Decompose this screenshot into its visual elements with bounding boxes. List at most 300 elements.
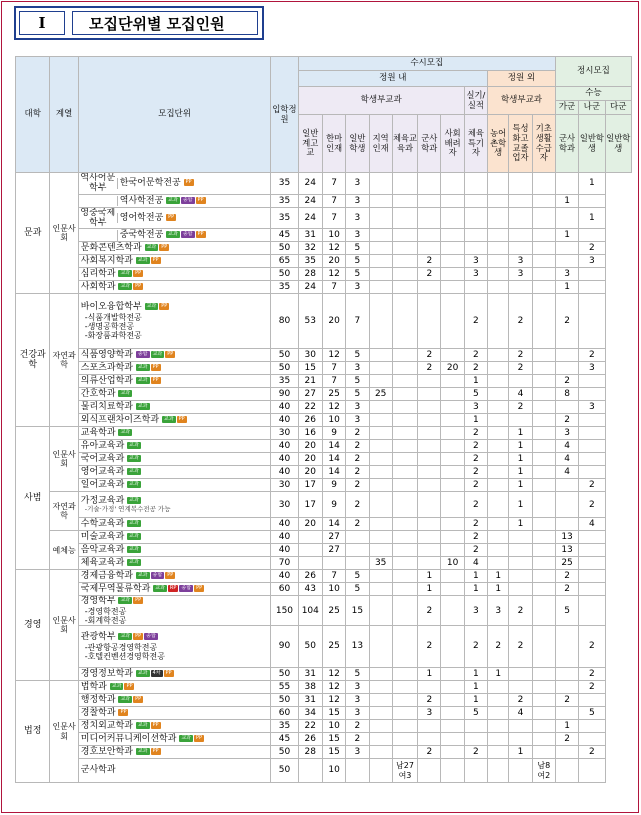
badge-g-icon: 교과 (129, 546, 139, 553)
value-cell (555, 207, 578, 229)
value-cell: 5 (346, 668, 369, 681)
badge-g-icon: 교과 (129, 559, 139, 566)
value-cell: 2 (418, 349, 441, 362)
value-cell: 50 (271, 242, 298, 255)
dept-cell (78, 583, 270, 596)
value-cell (532, 518, 555, 531)
field-cell: 자연과학 (50, 492, 78, 531)
badge-g-icon: 교과 (181, 734, 191, 741)
th-c4: 지역인재 (369, 115, 392, 173)
value-cell: 4 (509, 388, 532, 401)
value-cell: 2 (464, 626, 487, 668)
value-cell: 3 (346, 229, 369, 242)
value-cell: 45 (271, 733, 298, 746)
value-cell (369, 173, 392, 195)
value-cell: 30 (271, 479, 298, 492)
dept-name: 가정교육과 (80, 495, 125, 506)
value-cell: 2 (579, 626, 605, 668)
value-cell (369, 681, 392, 694)
value-cell: 35 (369, 557, 392, 570)
value-cell (555, 349, 578, 362)
value-cell: 2 (418, 596, 441, 626)
badge-g-icon: 교과 (163, 416, 174, 423)
value-cell (579, 466, 605, 479)
value-cell (579, 583, 605, 596)
value-cell (488, 294, 509, 349)
dept-name: 법학과 (80, 681, 107, 692)
value-cell (579, 414, 605, 427)
table-row (16, 733, 632, 746)
value-cell (488, 479, 509, 492)
value-cell: 90 (271, 626, 298, 668)
badge-p-icon: 종합 (152, 572, 163, 579)
value-cell (532, 479, 555, 492)
value-cell: 10 (322, 229, 345, 242)
table-row (16, 453, 632, 466)
dept-cell (78, 479, 270, 492)
dept-cell (78, 414, 270, 427)
badge-g-icon: 교과 (129, 533, 139, 540)
value-cell (441, 681, 464, 694)
value-cell: 2 (418, 362, 441, 375)
dept-cell (78, 375, 270, 388)
value-cell: 10 (441, 557, 464, 570)
value-cell (579, 294, 605, 349)
value-cell: 2 (464, 362, 487, 375)
value-cell (532, 557, 555, 570)
value-cell: 20 (298, 453, 322, 466)
value-cell (464, 281, 487, 294)
value-cell: 2 (555, 694, 578, 707)
value-cell (488, 349, 509, 362)
value-cell: 26 (298, 414, 322, 427)
value-cell (509, 242, 532, 255)
badge-o-icon: PP (135, 695, 142, 702)
th-c7: 사회배려자 (441, 115, 464, 173)
value-cell (392, 173, 417, 195)
value-cell (555, 492, 578, 518)
value-cell: 5 (464, 707, 487, 720)
value-cell: 40 (271, 570, 298, 583)
sub-major: -경영학전공 (84, 606, 127, 616)
value-cell: 27 (322, 544, 345, 557)
value-cell (579, 570, 605, 583)
value-cell (441, 544, 464, 557)
th-c2: 한마인재 (322, 115, 345, 173)
value-cell (488, 733, 509, 746)
value-cell: 3 (464, 255, 487, 268)
value-cell (441, 668, 464, 681)
dept-name: 관광학부 (80, 632, 116, 643)
value-cell: 21 (298, 375, 322, 388)
dept-name: 국어교육과 (80, 454, 125, 465)
value-cell: 3 (555, 427, 578, 440)
th-c1: 일반계고교 (298, 115, 322, 173)
value-cell (488, 242, 509, 255)
value-cell (509, 229, 532, 242)
major-cell (78, 229, 270, 242)
value-cell (369, 531, 392, 544)
value-cell: 3 (464, 596, 487, 626)
value-cell (532, 194, 555, 207)
value-cell: 2 (418, 268, 441, 281)
sub-major: -화장품과학전공 (84, 331, 142, 341)
value-cell (488, 453, 509, 466)
value-cell (532, 349, 555, 362)
th-within: 정원 내 (298, 71, 487, 87)
value-cell: 80 (271, 294, 298, 349)
value-cell (369, 349, 392, 362)
value-cell (392, 294, 417, 349)
value-cell (418, 557, 441, 570)
value-cell (369, 694, 392, 707)
value-cell: 4 (555, 440, 578, 453)
value-cell: 30 (298, 349, 322, 362)
th-outside: 정원 외 (488, 71, 556, 87)
value-cell: 2 (579, 479, 605, 492)
value-cell (322, 557, 345, 570)
value-cell (392, 518, 417, 531)
major-cell (78, 207, 270, 229)
value-cell (441, 294, 464, 349)
value-cell: 53 (298, 294, 322, 349)
badge-g-icon: 교과 (137, 403, 148, 410)
value-cell: 2 (579, 746, 605, 759)
value-cell: 5 (346, 268, 369, 281)
value-cell (555, 759, 578, 783)
badge-o-icon: PP (161, 244, 168, 251)
value-cell: 남27 여3 (392, 759, 417, 783)
value-cell: 2 (346, 492, 369, 518)
dept-cell (78, 626, 270, 668)
dept-name: 음악교육과 (80, 545, 125, 556)
dept-cell (78, 440, 270, 453)
value-cell (369, 362, 392, 375)
value-cell: 10 (322, 414, 345, 427)
badge-o-icon: PP (152, 257, 159, 264)
table-row (16, 229, 632, 242)
value-cell (369, 720, 392, 733)
value-cell (488, 414, 509, 427)
value-cell (532, 694, 555, 707)
value-cell: 60 (271, 707, 298, 720)
value-cell (555, 479, 578, 492)
value-cell: 15 (298, 362, 322, 375)
value-cell: 40 (271, 401, 298, 414)
value-cell (418, 414, 441, 427)
table-row (16, 596, 632, 626)
badge-o-icon: PP (135, 283, 142, 290)
value-cell (392, 557, 417, 570)
table-row (16, 388, 632, 401)
value-cell: 5 (346, 583, 369, 596)
value-cell: 40 (271, 440, 298, 453)
value-cell (392, 746, 417, 759)
value-cell (369, 759, 392, 783)
badge-o-icon: PP (185, 179, 192, 186)
value-cell: 2 (464, 427, 487, 440)
value-cell: 5 (346, 255, 369, 268)
value-cell: 20 (298, 518, 322, 531)
dept-cell (78, 281, 270, 294)
value-cell: 70 (271, 557, 298, 570)
th-group-ga: 가군 (555, 101, 578, 115)
value-cell (392, 479, 417, 492)
dept-cell (78, 294, 270, 349)
value-cell (488, 229, 509, 242)
value-cell: 1 (555, 720, 578, 733)
dept-cell (78, 694, 270, 707)
value-cell (418, 207, 441, 229)
univ-cell: 법정 (16, 681, 50, 783)
dept-cell (78, 668, 270, 681)
value-cell: 14 (322, 453, 345, 466)
value-cell: 50 (271, 362, 298, 375)
value-cell (488, 746, 509, 759)
th-early: 수시모집 (298, 57, 555, 71)
value-cell: 2 (418, 746, 441, 759)
value-cell (555, 401, 578, 414)
value-cell (441, 242, 464, 255)
value-cell (488, 681, 509, 694)
value-cell (579, 733, 605, 746)
value-cell: 5 (346, 570, 369, 583)
value-cell (579, 388, 605, 401)
dept-cell (78, 349, 270, 362)
value-cell (488, 207, 509, 229)
dept-cell (78, 388, 270, 401)
value-cell (441, 570, 464, 583)
value-cell (369, 207, 392, 229)
th-c3: 일반학생 (346, 115, 369, 173)
value-cell: 31 (298, 229, 322, 242)
value-cell (298, 759, 322, 783)
value-cell: 1 (464, 668, 487, 681)
dept-name: 물리치료학과 (80, 402, 133, 413)
value-cell: 1 (418, 570, 441, 583)
value-cell (532, 401, 555, 414)
value-cell: 5 (464, 388, 487, 401)
value-cell: 3 (346, 207, 369, 229)
badge-g-icon: 교과 (137, 377, 148, 384)
value-cell (418, 720, 441, 733)
value-cell: 2 (464, 440, 487, 453)
value-cell: 20 (322, 255, 345, 268)
value-cell: 50 (271, 694, 298, 707)
badge-p-icon: 종합 (137, 351, 148, 358)
value-cell: 22 (298, 720, 322, 733)
value-cell (369, 242, 392, 255)
value-cell: 13 (346, 626, 369, 668)
th-skill: 실기/실적 (464, 87, 487, 115)
value-cell: 40 (271, 453, 298, 466)
badge-o-icon: PP (152, 747, 159, 754)
value-cell (555, 173, 578, 195)
value-cell: 1 (418, 668, 441, 681)
value-cell: 17 (298, 492, 322, 518)
value-cell: 35 (298, 255, 322, 268)
value-cell (392, 362, 417, 375)
dept-name: 교육학과 (80, 428, 116, 439)
value-cell (392, 466, 417, 479)
value-cell: 2 (346, 453, 369, 466)
value-cell (555, 626, 578, 668)
value-cell (488, 707, 509, 720)
value-cell (509, 207, 532, 229)
value-cell: 3 (579, 255, 605, 268)
value-cell: 40 (271, 414, 298, 427)
value-cell (488, 401, 509, 414)
badge-g-icon: 교과 (137, 364, 148, 371)
major-name: 역사학전공 (119, 195, 164, 206)
major-block (117, 230, 270, 240)
value-cell (369, 746, 392, 759)
value-cell: 20 (441, 362, 464, 375)
value-cell: 2 (509, 626, 532, 668)
dept-cell (78, 596, 270, 626)
value-cell: 12 (322, 668, 345, 681)
badge-g-icon: 교과 (146, 244, 157, 251)
value-cell (488, 268, 509, 281)
section-title (14, 6, 264, 40)
value-cell: 27 (322, 531, 345, 544)
value-cell (392, 570, 417, 583)
value-cell (441, 255, 464, 268)
value-cell (441, 349, 464, 362)
value-cell: 3 (346, 362, 369, 375)
dept-cell (78, 255, 270, 268)
dept-name: 경제금융학과 (80, 571, 133, 582)
value-cell (418, 518, 441, 531)
value-cell (392, 668, 417, 681)
badge-g-icon: 교과 (137, 572, 148, 579)
value-cell: 2 (464, 349, 487, 362)
value-cell (392, 242, 417, 255)
badge-g-icon: 교과 (120, 390, 131, 397)
th-c9: 농어촌학생 (488, 115, 509, 173)
value-cell: 15 (322, 733, 345, 746)
dept-cell (78, 720, 270, 733)
value-cell: 2 (418, 626, 441, 668)
value-cell (369, 518, 392, 531)
value-cell (369, 375, 392, 388)
value-cell (418, 681, 441, 694)
value-cell: 3 (555, 268, 578, 281)
value-cell (346, 557, 369, 570)
value-cell (532, 453, 555, 466)
value-cell: 5 (555, 596, 578, 626)
value-cell (392, 583, 417, 596)
value-cell (509, 759, 532, 783)
badge-o-icon: PP (197, 196, 204, 203)
value-cell (555, 242, 578, 255)
value-cell (369, 596, 392, 626)
dept-cell (78, 492, 270, 518)
dept-cell (78, 557, 270, 570)
value-cell (298, 531, 322, 544)
value-cell (579, 194, 605, 207)
value-cell: 50 (271, 668, 298, 681)
value-cell (418, 173, 441, 195)
value-cell (532, 733, 555, 746)
value-cell (392, 194, 417, 207)
value-cell (488, 694, 509, 707)
value-cell: 104 (298, 596, 322, 626)
value-cell (392, 492, 417, 518)
dept-name: 국제무역물류학과 (80, 584, 151, 595)
value-cell (392, 733, 417, 746)
value-cell (532, 583, 555, 596)
value-cell: 15 (346, 596, 369, 626)
badge-o-icon: PP (135, 270, 142, 277)
value-cell (532, 596, 555, 626)
value-cell (441, 401, 464, 414)
th-group-da: 다군 (605, 101, 631, 115)
badge-o-icon: PP (167, 572, 174, 579)
value-cell: 35 (271, 173, 298, 195)
value-cell (579, 281, 605, 294)
value-cell: 3 (464, 268, 487, 281)
value-cell (509, 173, 532, 195)
value-cell (369, 544, 392, 557)
value-cell: 13 (555, 544, 578, 557)
value-cell: 3 (346, 414, 369, 427)
value-cell (441, 707, 464, 720)
value-cell: 7 (322, 207, 345, 229)
value-cell (532, 229, 555, 242)
badge-p-icon: 종합 (181, 585, 192, 592)
field-cell: 인문사회 (50, 173, 78, 294)
table-row (16, 294, 632, 349)
value-cell (441, 479, 464, 492)
badge-k-icon: 4차 (152, 669, 161, 676)
badge-g-icon: 교과 (152, 351, 163, 358)
value-cell (441, 583, 464, 596)
value-cell: 1 (509, 492, 532, 518)
major-cell (78, 173, 270, 195)
value-cell (369, 733, 392, 746)
value-cell: 2 (346, 733, 369, 746)
value-cell: 7 (346, 294, 369, 349)
sub-major: -생명공학전공 (84, 321, 135, 331)
value-cell (555, 362, 578, 375)
value-cell (532, 681, 555, 694)
value-cell (369, 294, 392, 349)
value-cell (488, 492, 509, 518)
value-cell (441, 733, 464, 746)
th-group-na: 나군 (579, 101, 605, 115)
value-cell: 60 (271, 583, 298, 596)
value-cell: 2 (464, 466, 487, 479)
badge-o-icon: PP (196, 585, 203, 592)
value-cell (579, 427, 605, 440)
value-cell (464, 194, 487, 207)
value-cell: 2 (464, 479, 487, 492)
dept-name: 사회복지학과 (80, 256, 133, 267)
value-cell: 31 (298, 694, 322, 707)
value-cell (509, 570, 532, 583)
value-cell (298, 557, 322, 570)
value-cell: 38 (298, 681, 322, 694)
table-row (16, 414, 632, 427)
value-cell: 25 (322, 626, 345, 668)
dept-name: 정치외교학과 (80, 720, 133, 731)
value-cell (298, 544, 322, 557)
badge-g-icon: 교과 (129, 481, 139, 488)
table-row (16, 173, 632, 195)
value-cell (532, 207, 555, 229)
value-cell (392, 681, 417, 694)
